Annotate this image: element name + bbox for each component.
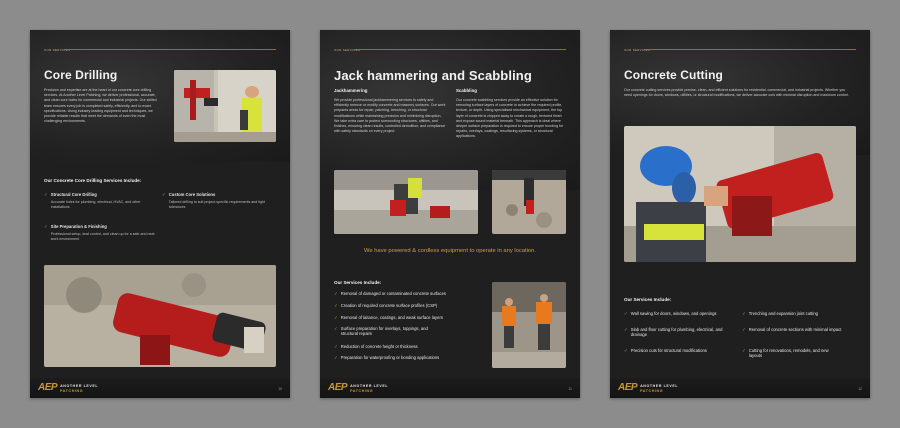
- service-item: [742, 311, 860, 316]
- logo-top-text: ANOTHER LEVEL: [60, 384, 99, 388]
- intro-paragraph: Our concrete cutting services provide precise, clean, and efficient solutions for residential, commercial, and industrial projects. Whether you need openings for doors, windows, utilities, or structural modifications, we deliver accurate cuts with minimal disruption and maximum control.: [624, 88, 849, 98]
- brochure-page-core-drilling: [30, 30, 290, 398]
- service-label: Removal of concrete sections with minimal impact: [748, 327, 842, 332]
- brand-logo: [618, 383, 678, 393]
- check-icon: ✓: [334, 315, 338, 320]
- core-drilling-wall-photo: [174, 70, 276, 142]
- service-label: Preparation for waterproofing or bonding applications: [340, 355, 440, 360]
- concrete-cutting-photo: [624, 126, 856, 262]
- service-item: [44, 192, 154, 210]
- column-paragraph: We provide professional jackhammering services to safely and efficiently remove or modify concrete and masonry surfaces. Our work prepares areas for repair, patching, trenching, or structural modifications while maintaining precision and minimizing disruption. We take extra care to protect surrounding structures, utilities, and finishes, ensuring clean results, controlled demolition, and compliance with safety standards on every project.: [334, 98, 446, 134]
- service-label: Surface preparation for overlays, toppings, and structural repairs: [340, 326, 428, 337]
- equipment-callout: We have powered & cordless equipment to operate in any location.: [364, 248, 536, 254]
- service-item: [334, 344, 484, 349]
- check-icon: ✓: [44, 192, 48, 197]
- service-item: [334, 303, 484, 308]
- check-icon: ✓: [162, 192, 166, 197]
- page-number: 11: [568, 387, 572, 391]
- check-icon: ✓: [44, 224, 48, 229]
- intro-paragraph: Precision and expertise are at the heart of our concrete core drilling services. At Another Level Patching, we deliver professional, accurate, and clean core holes for commercial and industrial projects. Our skilled team ensures every job is completed safely, efficiently, and to exact specifications. Using industry-leading equipment and techniques, we provide reliable results that meet the demands of even the most challenging environments.: [44, 88, 157, 124]
- logo-mark: AEP: [38, 382, 58, 393]
- brochure-page-jackhammering: [320, 30, 580, 398]
- column-heading: Scabbling: [456, 88, 477, 93]
- check-icon: ✓: [624, 327, 628, 332]
- logo-bottom-text: PATCHING: [350, 388, 374, 393]
- services-heading: Our Services Include:: [624, 297, 672, 302]
- check-icon: ✓: [624, 311, 628, 316]
- logo-mark: AEP: [328, 382, 348, 393]
- section-tag: OUR SERVICES: [624, 48, 651, 52]
- service-item: [742, 327, 842, 332]
- page-number: 12: [858, 387, 862, 391]
- column-heading: Jackhammering: [334, 88, 368, 93]
- brochure-page-concrete-cutting: [610, 30, 870, 398]
- brand-logo: [38, 383, 98, 393]
- jackhammer-photo: [334, 170, 478, 234]
- logo-bottom-text: PATCHING: [60, 388, 84, 393]
- service-item: [624, 311, 740, 316]
- service-desc: Tailored drilling to suit project-specific requirements and tight tolerances: [168, 200, 266, 209]
- divider: [644, 49, 856, 50]
- services-heading: Our Services Include:: [334, 280, 382, 285]
- page-title: Core Drilling: [44, 68, 118, 82]
- service-label: Reduction of concrete height or thickness: [340, 344, 418, 349]
- column-paragraph: Our concrete scabbling services provide an effective solution for removing surface layers of concrete to achieve the required profile, texture, or depth. Using specialised mechanical equipment, the top layer of concrete is chipped away to create a rough, textured finish and expose sound material beneath. This approach is ideal where deeper surface preparation is required to ensure proper bonding for repairs, overlays, coatings, resurfacing systems, or structural applications.: [456, 98, 564, 139]
- service-label: Removal of damaged or contaminated concrete surfaces: [340, 291, 446, 296]
- check-icon: ✓: [334, 344, 338, 349]
- service-label: Wall sawing for doors, windows, and openings: [630, 311, 717, 316]
- section-tag: OUR SERVICES: [334, 48, 361, 52]
- page-title: Concrete Cutting: [624, 68, 723, 82]
- check-icon: ✓: [742, 311, 746, 316]
- core-drill-closeup-photo: [44, 265, 276, 367]
- services-heading: Our Concrete Core Drilling Services Include:: [44, 178, 142, 183]
- page-title: Jack hammering and Scabbling: [334, 68, 532, 83]
- service-label: Cutting for renovations, remodels, and new layouts: [748, 348, 829, 359]
- service-label: Removal of laitance, coatings, and weak surface layers: [340, 315, 443, 320]
- check-icon: ✓: [334, 291, 338, 296]
- check-icon: ✓: [334, 355, 338, 360]
- service-label: Trenching and expansion joint cutting: [748, 311, 818, 316]
- check-icon: ✓: [742, 327, 746, 332]
- logo-mark: AEP: [618, 382, 638, 393]
- service-item: [624, 327, 732, 337]
- service-item: [742, 348, 838, 358]
- service-item: [334, 326, 440, 336]
- service-item: [334, 291, 484, 296]
- service-title: Structural Core Drilling: [50, 192, 97, 197]
- service-item: [624, 348, 740, 353]
- service-title: Custom Core Solutions: [168, 192, 216, 197]
- logo-top-text: ANOTHER LEVEL: [350, 384, 389, 388]
- service-desc: Accurate holes for plumbing, electrical, HVAC, and other installations: [50, 200, 141, 209]
- section-tag: OUR SERVICES: [44, 48, 71, 52]
- service-item: [162, 192, 280, 210]
- divider: [354, 49, 566, 50]
- scabbling-photo: [492, 170, 566, 234]
- check-icon: ✓: [624, 348, 628, 353]
- check-icon: ✓: [742, 348, 746, 353]
- logo-bottom-text: PATCHING: [640, 388, 664, 393]
- brand-logo: [328, 383, 388, 393]
- service-item: [334, 315, 484, 320]
- service-item: [334, 355, 484, 360]
- service-label: Slab and floor cutting for plumbing, electrical, and drainage: [630, 327, 723, 338]
- service-label: Precision cuts for structural modifications: [630, 348, 707, 353]
- page-number: 10: [278, 387, 282, 391]
- check-icon: ✓: [334, 303, 338, 308]
- service-title: Site Preparation & Finishing: [50, 224, 107, 229]
- service-label: Creation of required concrete surface profiles (CSP): [340, 303, 438, 308]
- divider: [64, 49, 276, 50]
- service-item: [44, 224, 156, 242]
- check-icon: ✓: [334, 326, 338, 331]
- service-desc: Professional setup, dust control, and clean up for a safe and neat work environment: [50, 232, 155, 241]
- workers-scabbling-photo: [492, 282, 566, 368]
- logo-top-text: ANOTHER LEVEL: [640, 384, 679, 388]
